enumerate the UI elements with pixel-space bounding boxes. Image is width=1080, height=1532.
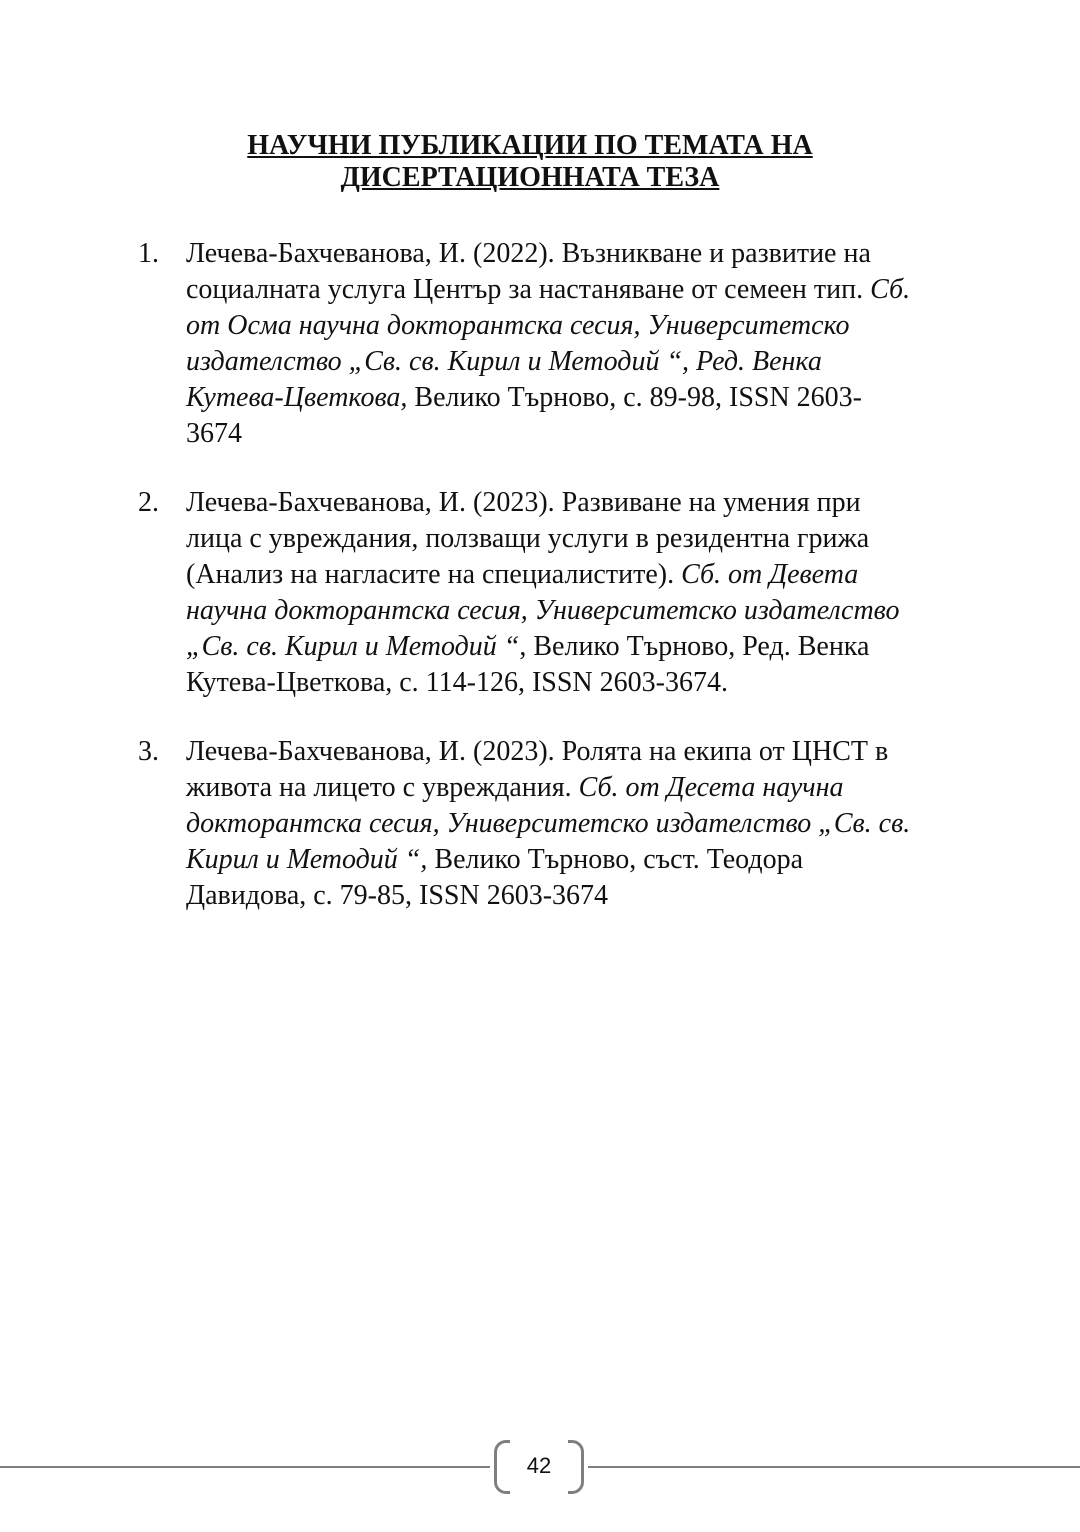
publication-line: Лечева-Бахчеванова, И. (2022). Възникване и развитие на: [186, 238, 871, 269]
publication-line: Давидова, с. 79-85, ISSN 2603-3674: [186, 880, 609, 911]
page-title-line-2: ДИСЕРТАЦИОННАТА ТЕЗА: [340, 162, 720, 193]
publication-line: Кутева-Цветкова, Велико Търново, с. 89-98, ISSN 2603-: [186, 382, 863, 413]
publication-line: Лечева-Бахчеванова, И. (2023). Ролята на екипа от ЦНСТ в: [186, 736, 889, 767]
publication-line: Кирил и Методий “, Велико Търново, съст. Теодора: [186, 844, 804, 875]
publication-number: 2.: [138, 487, 159, 518]
publication-line: от Осма научна докторантска сесия, Университетско: [186, 310, 850, 341]
publication-line: Кутева-Цветкова, с. 114-126, ISSN 2603-3674.: [186, 667, 728, 698]
publication-line: издателство „Св. св. Кирил и Методий “, Ред. Венка: [186, 346, 822, 377]
publication-text: [186, 734, 986, 914]
publication-line: живота на лицето с увреждания. Сб. от Десета научна: [186, 772, 844, 803]
footer-rule-left: [0, 1466, 490, 1468]
publication-text: [186, 236, 910, 452]
publication-line: докторантска сесия, Университетско издателство „Св. св.: [186, 808, 911, 839]
publication-line: (Анализ на нагласите на специалистите). Сб. от Девета: [186, 559, 859, 590]
publication-line: научна докторантска сесия, Университетско издателство: [186, 595, 900, 626]
publication-text: [186, 485, 899, 701]
publication-line: социалната услуга Център за настаняване от семеен тип. Сб.: [186, 274, 911, 305]
left-brace-icon: [494, 1440, 510, 1494]
publication-number: 1.: [138, 238, 159, 269]
publication-number: 3.: [138, 736, 159, 767]
publication-line: „Св. св. Кирил и Методий “, Велико Търново, Ред. Венка: [186, 631, 870, 662]
page-title: [0, 130, 1060, 194]
right-brace-icon: [568, 1440, 584, 1494]
publication-line: лица с увреждания, ползващи услуги в резидентна грижа: [186, 523, 870, 554]
publication-line: 3674: [186, 418, 242, 449]
page-title-line-1: НАУЧНИ ПУБЛИКАЦИИ ПО ТЕМАТА НА: [247, 130, 813, 161]
publication-line: Лечева-Бахчеванова, И. (2023). Развиване на умения при: [186, 487, 861, 518]
page-number: 42: [526, 1453, 552, 1478]
footer-rule-right: [588, 1466, 1080, 1468]
